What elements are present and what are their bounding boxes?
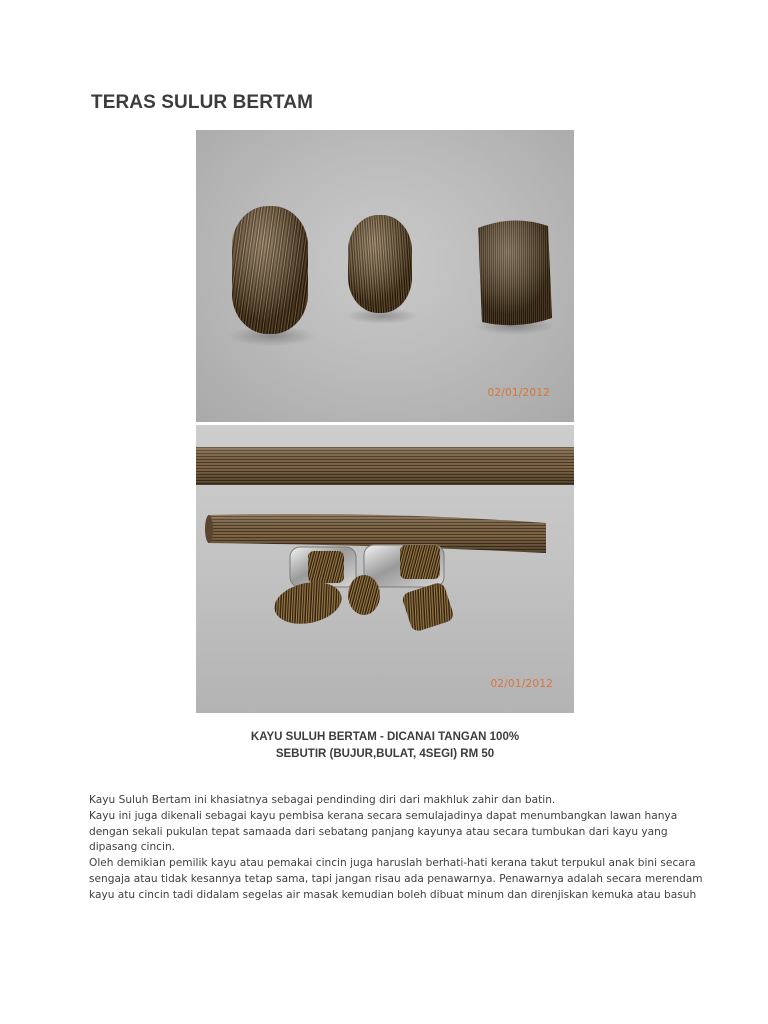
description-line: Kayu Suluh Bertam ini khasiatnya sebagai pendinding diri dari makhluk zahir dan batin. <box>89 794 556 806</box>
product-photo-sticks-rings <box>196 425 574 713</box>
photo-date-stamp: 02/01/2012 <box>490 678 553 690</box>
photo-date-stamp: 02/01/2012 <box>487 387 550 399</box>
description-line: dengan sekali pukulan tepat samaada dari sebatang panjang kayunya atau secara tumbukan dari kayu yang <box>89 825 668 838</box>
description-line: sengaja atau tidak kesannya tetap sama, tapi jangan risau ada penawarnya. Penawarnya adalah secara merendam <box>89 872 703 885</box>
description-line: kayu atu cincin tadi didalam segelas air masak kemudian boleh dibuat minum dan direnjiskan kemuka atau basuh <box>89 888 697 901</box>
sticks-rings-illustration <box>196 425 574 713</box>
product-photo-stones <box>196 130 574 422</box>
ring-left <box>290 547 356 587</box>
long-wooden-stick <box>196 447 574 485</box>
loose-round-stone <box>348 575 380 615</box>
description-line: Oleh demikian pemilik kayu atau pemakai cincin juga haruslah berhati-hati kerana takut terpukul anak bini secara <box>89 857 696 870</box>
description-line: Kayu ini juga dikenali sebagai kayu pembisa kerana secara semulajadinya dapat menumbangkan lawan hanya <box>89 809 678 822</box>
stones-illustration <box>196 130 574 422</box>
product-caption-title: KAYU SULUH BERTAM - DICANAI TANGAN 100% <box>250 731 520 743</box>
square-stone <box>478 220 552 325</box>
round-stone <box>348 215 412 313</box>
description-line: dipasang cincin. <box>89 841 176 854</box>
product-caption-price: SEBUTIR (BUJUR,BULAT, 4SEGI) RM 50 <box>275 748 495 760</box>
ring-right <box>364 545 444 587</box>
oval-stone <box>232 206 308 334</box>
description-text <box>89 793 703 904</box>
loose-square-stone <box>401 581 455 633</box>
page-title: TERAS SULUR BERTAM <box>91 92 314 113</box>
